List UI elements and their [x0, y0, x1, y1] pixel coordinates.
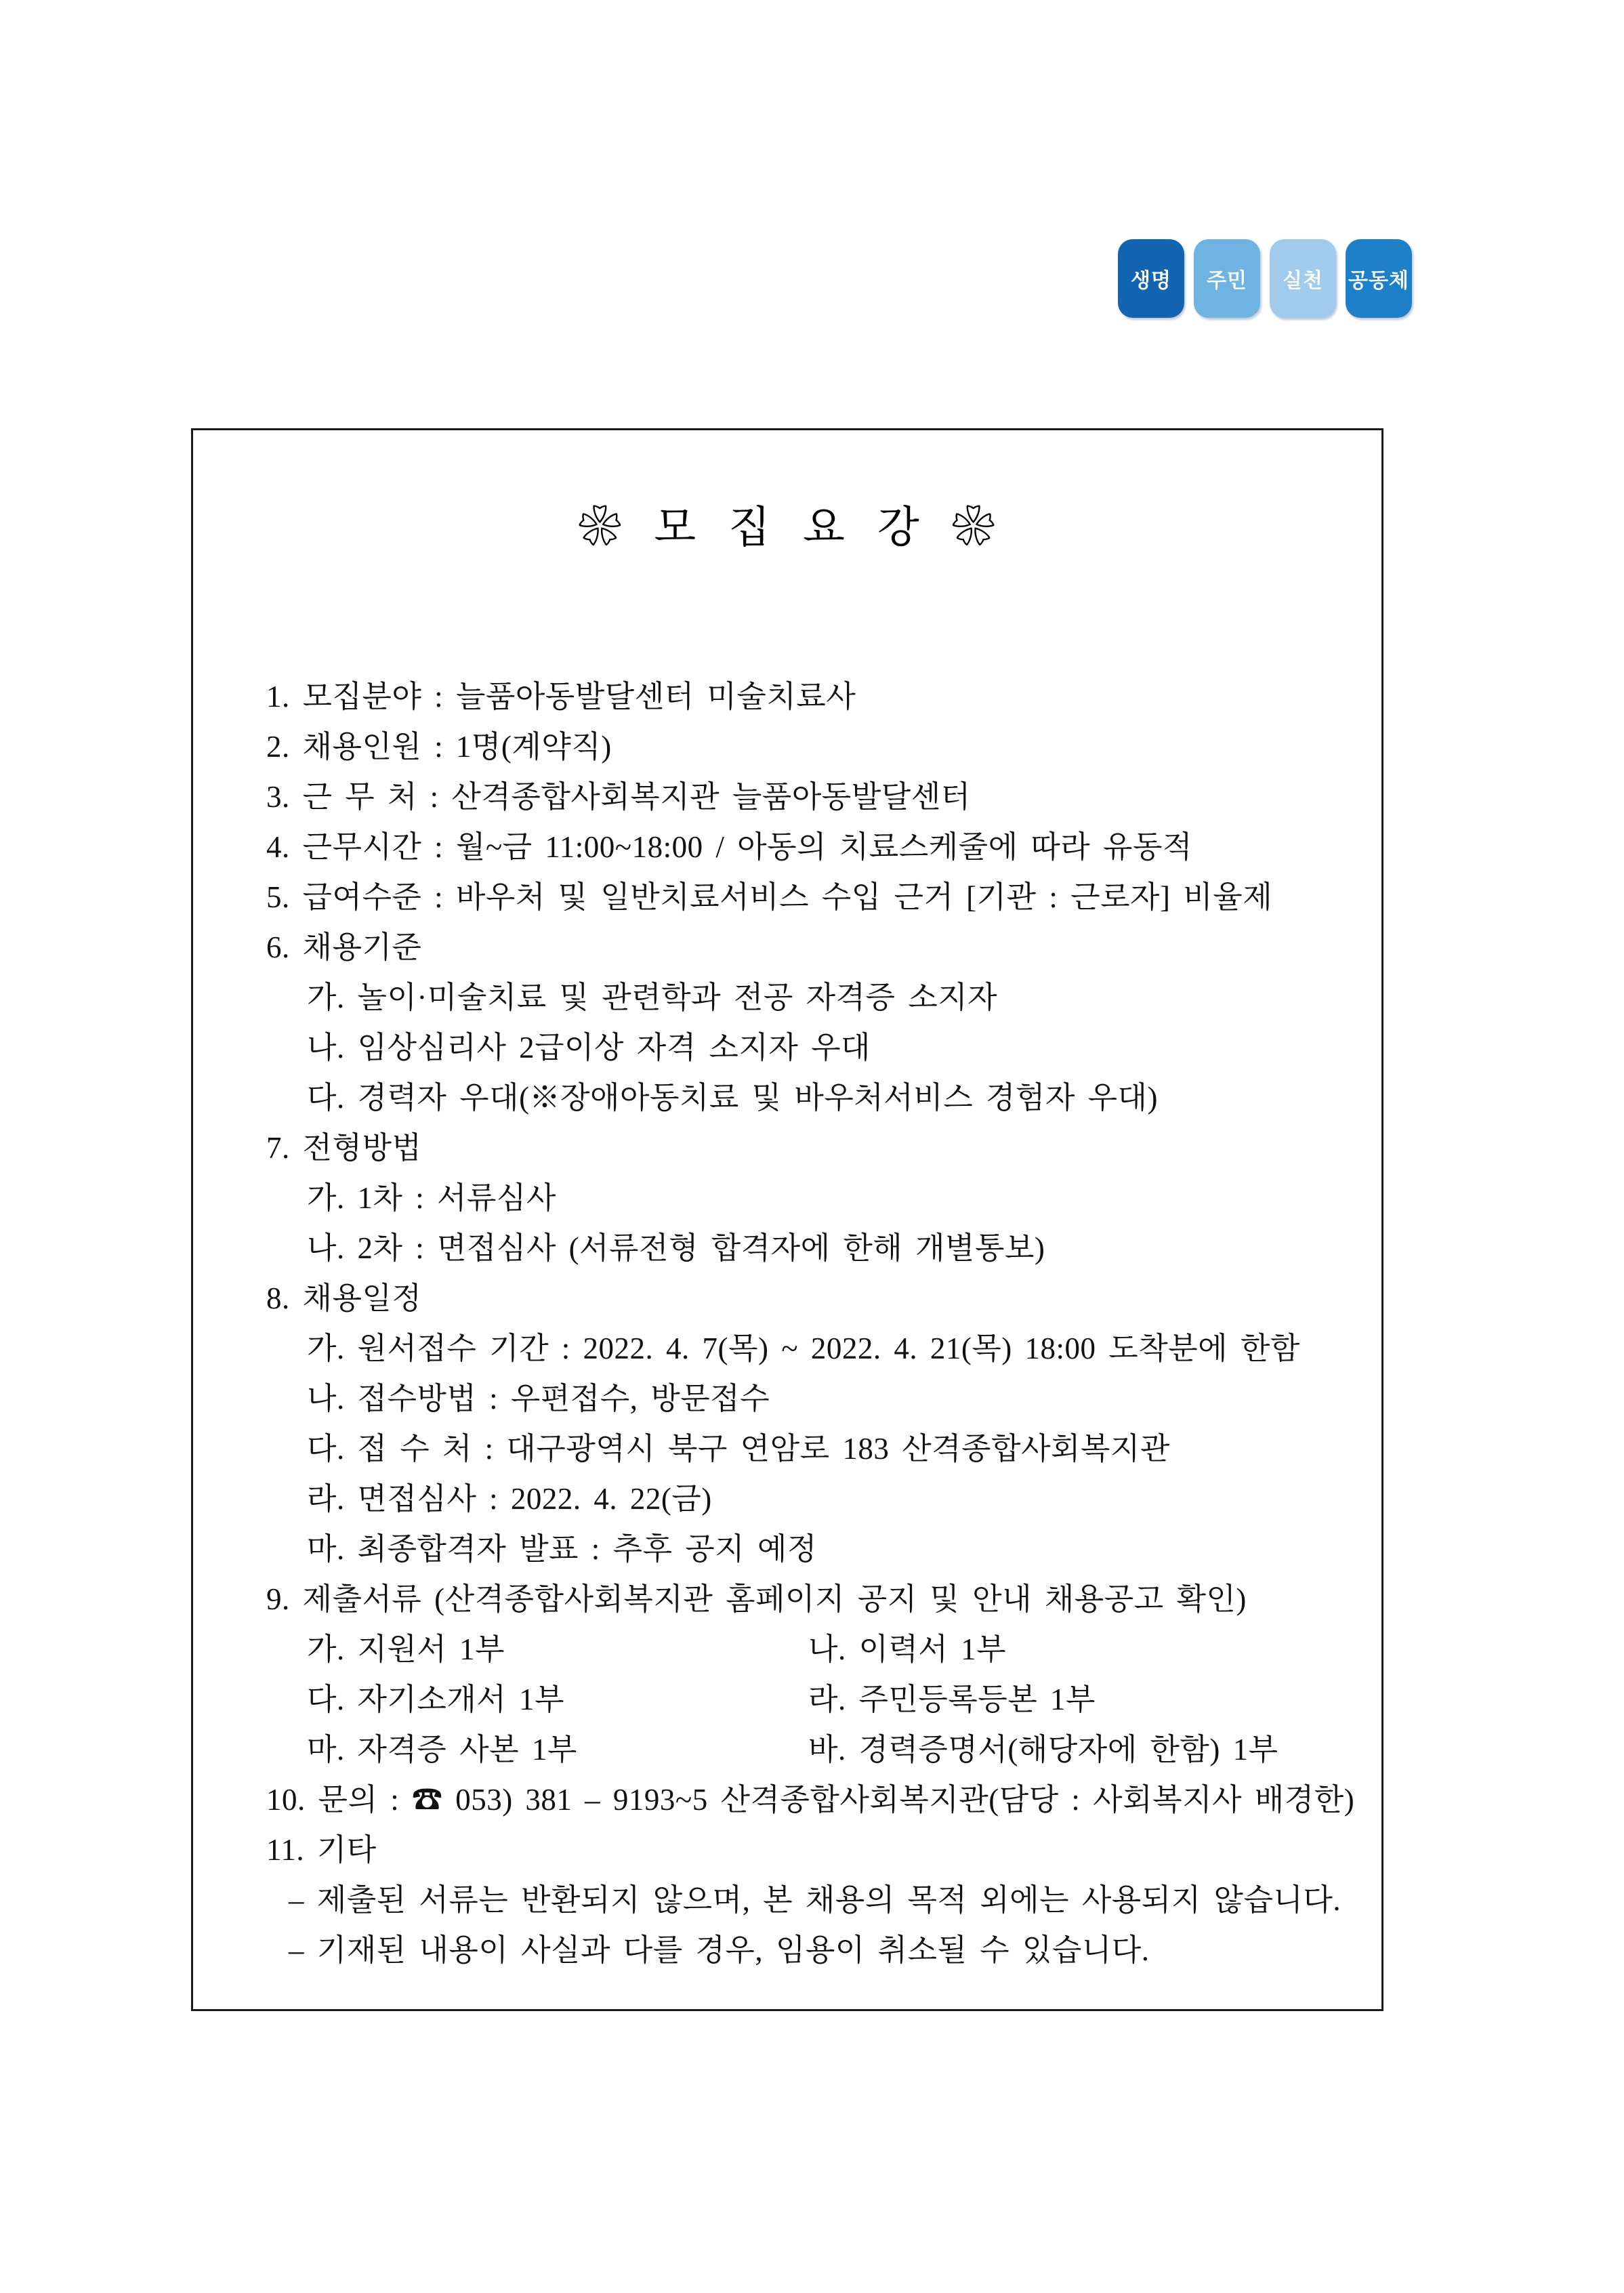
- line-text: 마. 자격증 사본 1부: [307, 1733, 577, 1767]
- document-body: [193, 672, 1381, 1975]
- line-text: – 제출된 서류는 반환되지 않으며, 본 채용의 목적 외에는 사용되지 않습니다.: [289, 1883, 1341, 1917]
- badge-resident-label: 주민: [1207, 270, 1247, 292]
- document-line: [266, 1323, 1373, 1373]
- document-line: [266, 1474, 1373, 1524]
- document-line: [266, 1925, 1373, 1975]
- line-text: 7. 전형방법: [266, 1131, 422, 1165]
- line-text: 나. 임상심리사 2급이상 자격 소지자 우대: [307, 1031, 871, 1065]
- document-line: [266, 1875, 1373, 1925]
- document-line: [266, 1574, 1373, 1624]
- line-text: 4. 근무시간 : 월~금 11:00~18:00 / 아동의 치료스케줄에 따라 유동적: [266, 830, 1192, 864]
- line-text: 9. 제출서류 (산격종합사회복지관 홈페이지 공지 및 안내 채용공고 확인): [266, 1582, 1247, 1616]
- line-text: 11. 기타: [266, 1833, 377, 1867]
- badge-practice: [1270, 239, 1336, 318]
- line-text: 다. 자기소개서 1부: [307, 1682, 565, 1716]
- document-line: [266, 1223, 1373, 1273]
- line-text-col2: 라. 주민등록등본 1부: [808, 1682, 1096, 1716]
- line-text: 6. 채용기준: [266, 930, 422, 964]
- line-text: 다. 경력자 우대(※장애아동치료 및 바우처서비스 경험자 우대): [307, 1081, 1159, 1115]
- badge-community-label: 공동체: [1348, 270, 1409, 292]
- line-text: 5. 급여수준 : 바우처 및 일반치료서비스 수입 근거 [기관 : 근로자] 비율제: [266, 880, 1273, 914]
- document-line: [266, 672, 1373, 722]
- line-text: 나. 2차 : 면접심사 (서류전형 합격자에 한해 개별통보): [307, 1231, 1045, 1265]
- badge-community: [1346, 239, 1412, 318]
- document-line: [266, 1273, 1373, 1323]
- line-text-col2: 바. 경력증명서(해당자에 한함) 1부: [808, 1733, 1278, 1767]
- line-text: 마. 최종합격자 발표 : 추후 공지 예정: [307, 1532, 817, 1566]
- line-text: 3. 근 무 처 : 산격종합사회복지관 늘품아동발달센터: [266, 780, 971, 814]
- document-line: [266, 1624, 1373, 1674]
- badge-life: [1118, 239, 1184, 318]
- document-line: [266, 1022, 1373, 1073]
- document-line: [266, 1674, 1373, 1724]
- document-line: [266, 1073, 1373, 1123]
- line-text: 라. 면접심사 : 2022. 4. 22(금): [307, 1482, 712, 1516]
- document-line: [266, 922, 1373, 972]
- document-line: [266, 1373, 1373, 1424]
- document-frame: [191, 428, 1383, 2011]
- document-line: [266, 1775, 1373, 1825]
- badge-life-label: 생명: [1131, 270, 1171, 292]
- line-text: 다. 접 수 처 : 대구광역시 북구 연암로 183 산격종합사회복지관: [307, 1432, 1170, 1466]
- line-text: 10. 문의 : ☎ 053) 381 – 9193~5 산격종합사회복지관(담당 : 사회복지사 배경한): [266, 1783, 1355, 1817]
- document-line: [266, 1173, 1373, 1223]
- line-text: 1. 모집분야 : 늘품아동발달센터 미술치료사: [266, 680, 856, 714]
- badge-practice-label: 실천: [1283, 270, 1323, 292]
- document-line: [266, 1424, 1373, 1474]
- document-line: [266, 872, 1373, 922]
- document-title: ❀ 모 집 요 강 ❀: [578, 503, 997, 552]
- document-line: [266, 772, 1373, 822]
- line-text: 나. 접수방법 : 우편접수, 방문접수: [307, 1382, 770, 1416]
- brand-badges: [1118, 239, 1412, 318]
- line-text-col2: 나. 이력서 1부: [808, 1632, 1007, 1666]
- line-text: 2. 채용인원 : 1명(계약직): [266, 730, 612, 764]
- document-line: [266, 1524, 1373, 1574]
- document-line: [266, 822, 1373, 872]
- line-text: 가. 놀이·미술치료 및 관련학과 전공 자격증 소지자: [307, 980, 998, 1014]
- line-text: 가. 1차 : 서류심사: [307, 1181, 556, 1215]
- document-line: [266, 1724, 1373, 1775]
- line-text: 가. 지원서 1부: [307, 1632, 505, 1666]
- line-text: 가. 원서접수 기간 : 2022. 4. 7(목) ~ 2022. 4. 21(목) 18:00 도착분에 한함: [307, 1331, 1300, 1365]
- line-text: 8. 채용일정: [266, 1281, 422, 1315]
- line-text: – 기재된 내용이 사실과 다를 경우, 임용이 취소될 수 있습니다.: [289, 1933, 1150, 1967]
- document-line: [266, 722, 1373, 772]
- document-line: [266, 1123, 1373, 1173]
- badge-resident: [1194, 239, 1260, 318]
- document-line: [266, 972, 1373, 1022]
- document-line: [266, 1825, 1373, 1875]
